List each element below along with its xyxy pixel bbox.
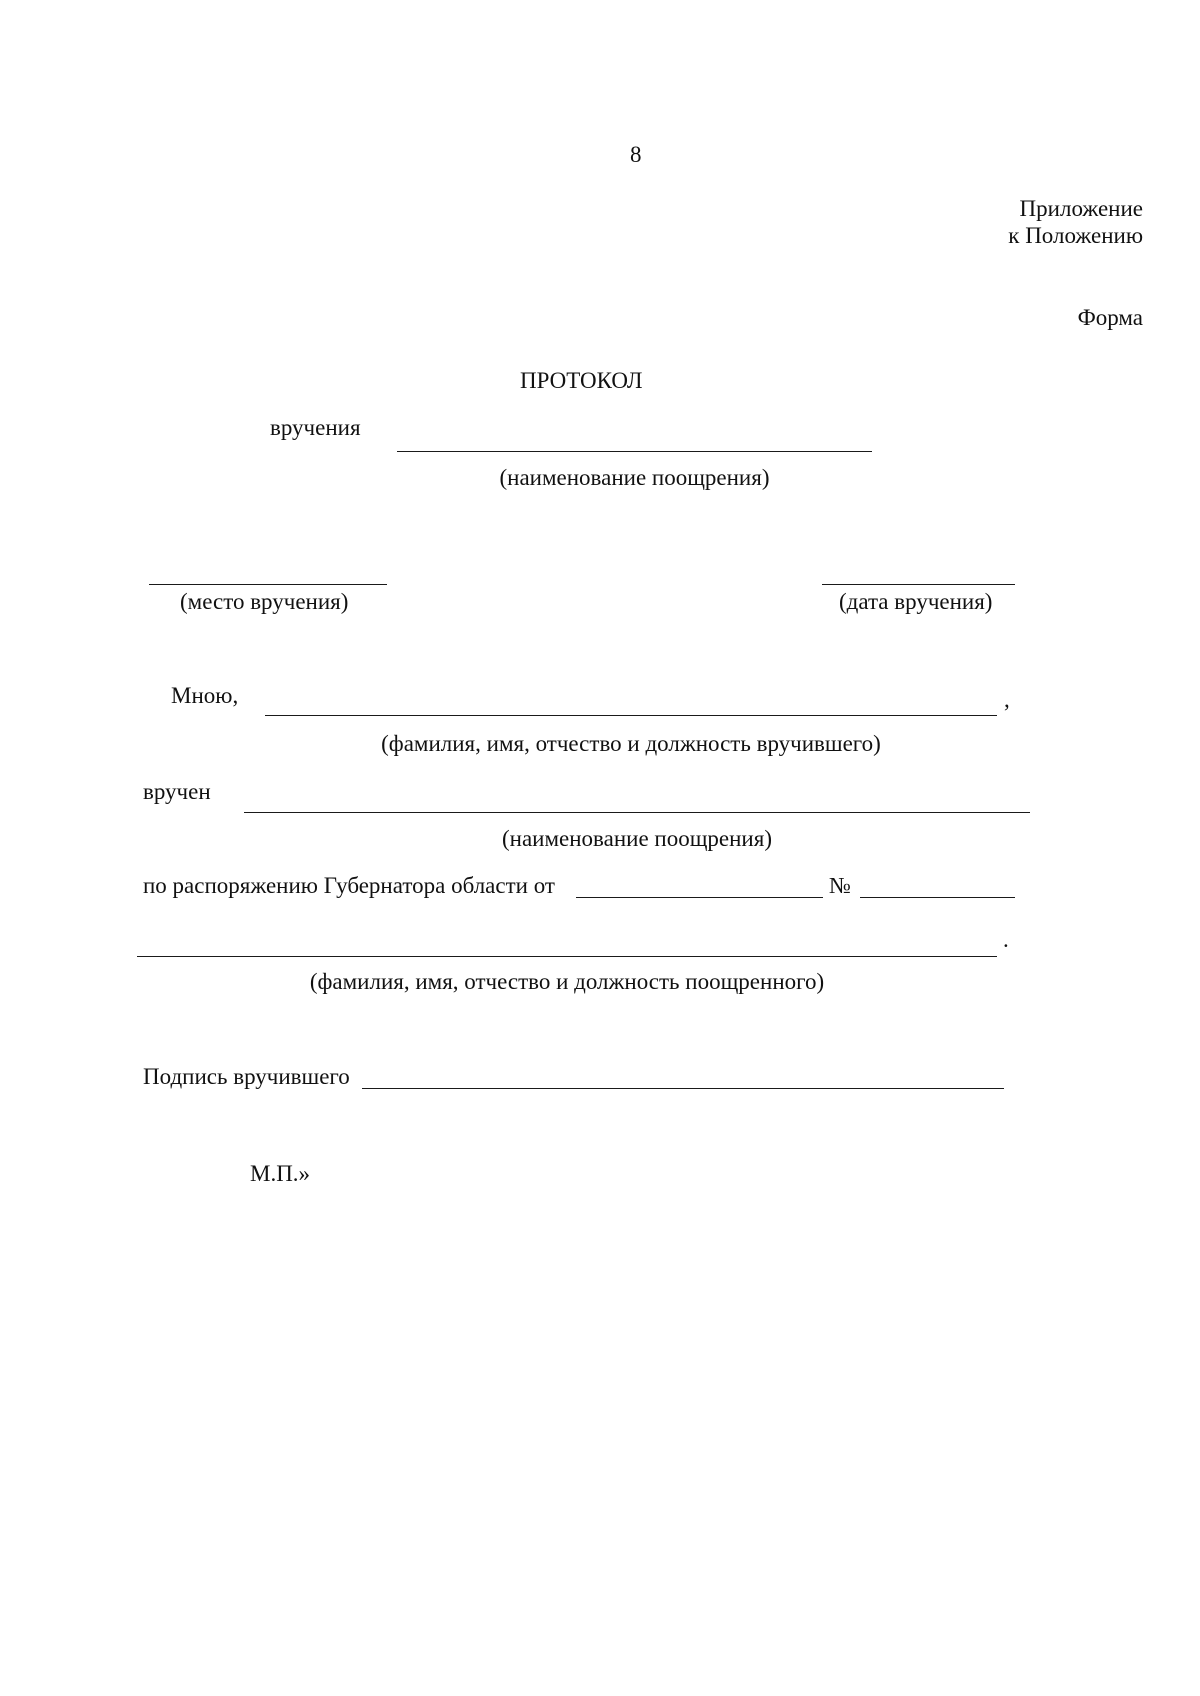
presenter-line-label: Мною, — [171, 683, 239, 708]
date-caption: (дата вручения) — [839, 589, 993, 614]
document-title: ПРОТОКОЛ — [520, 368, 643, 393]
date-blank[interactable] — [822, 584, 1015, 585]
place-caption: (место вручения) — [180, 589, 349, 614]
order-line-label: по распоряжению Губернатора области от — [143, 873, 555, 898]
order-number-blank[interactable] — [860, 897, 1015, 898]
award-line-label: вручения — [270, 415, 361, 440]
presenter-blank[interactable] — [265, 715, 997, 716]
signature-line-label: Подпись вручившего — [143, 1064, 350, 1089]
presenter-trailing-comma: , — [1004, 687, 1010, 712]
form-label: Форма — [1077, 305, 1143, 330]
recipient-trailing-period: . — [1003, 927, 1009, 952]
signature-blank[interactable] — [362, 1088, 1004, 1089]
award-name-caption: (наименование поощрения) — [499, 465, 770, 490]
page-number: 8 — [630, 142, 642, 167]
presenter-caption: (фамилия, имя, отчество и должность вручившего) — [381, 731, 881, 756]
appendix-line-2: к Положению — [1008, 223, 1143, 248]
recipient-blank[interactable] — [137, 956, 997, 957]
stamp-place-label: М.П.» — [250, 1161, 311, 1186]
awarded-blank[interactable] — [244, 812, 1030, 813]
recipient-caption: (фамилия, имя, отчество и должность поощренного) — [309, 969, 825, 994]
award-name-blank[interactable] — [397, 451, 872, 452]
order-date-blank[interactable] — [576, 897, 823, 898]
awarded-line-label: вручен — [143, 779, 211, 804]
order-number-sign: № — [829, 873, 851, 898]
place-blank[interactable] — [149, 584, 387, 585]
awarded-caption: (наименование поощрения) — [502, 826, 772, 851]
appendix-line-1: Приложение — [1019, 196, 1143, 221]
